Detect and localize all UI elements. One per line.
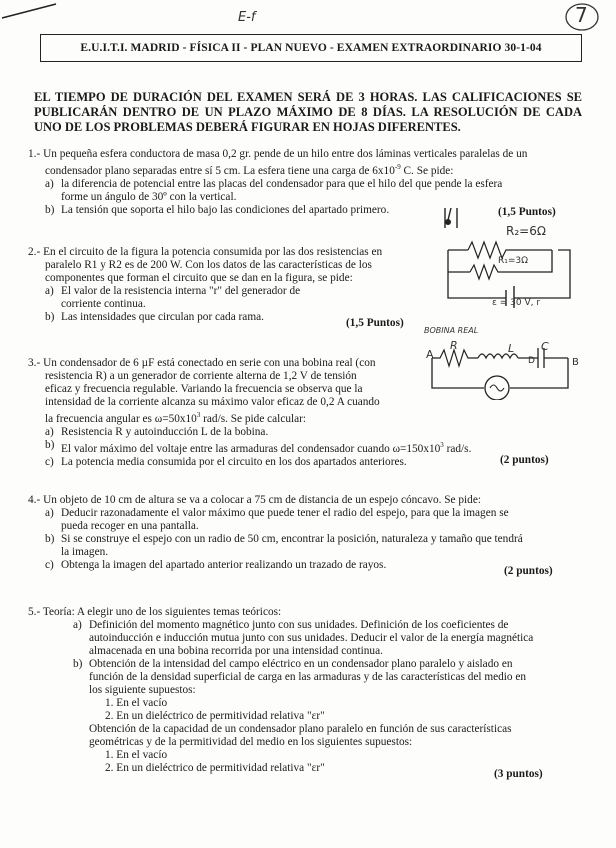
q3-points: (2 puntos): [500, 454, 549, 466]
handwritten-note: E-f: [238, 10, 256, 25]
bobina-label: BOBINA REAL: [424, 326, 479, 335]
q3-b-text: El valor máximo del voltaje entre las armaduras del condensador cuando ω=150x10: [61, 442, 441, 455]
q4-a-line1: Deducir razonadamente el valor máximo que puede tener el radio del espejo, para que la imagen se: [61, 507, 509, 519]
q3-line4: intensidad de la corriente alcanza su máximo valor eficaz de 0,2 A cuando: [45, 396, 380, 408]
q5-number: 5.-: [28, 606, 41, 618]
q3-b-label: b): [45, 438, 55, 451]
q4-c-label: c): [45, 559, 54, 571]
q1-text-line2: condensador plano separadas entre sí 5 cm. La esfera tiene una carga de 6x10: [45, 164, 395, 177]
ac-circuit-diagram: [428, 344, 578, 400]
q3-part-a: [45, 426, 588, 439]
q5-a-line2: autoinducción e inducción mutua junto con sus unidades. Deducir el valor de la energía magnética: [89, 632, 534, 644]
q2-line2: paralelo R1 y R2 es de 200 W. Con los datos de las características de los: [45, 259, 372, 271]
q5-part-a: [73, 619, 588, 658]
q1-a-label: a): [45, 177, 54, 190]
q1-text-line2b: C. Se pide:: [400, 164, 454, 177]
point-a-label: A: [426, 348, 434, 361]
q4-a-line2: pueda recoger en una pantalla.: [61, 520, 199, 532]
q5-a-label: a): [73, 619, 82, 631]
q3-line2: resistencia R) a un generador de corriente alterna de 1,2 V de tensión: [45, 370, 357, 382]
q3-c-label: c): [45, 455, 54, 468]
q2-b-label: b): [45, 311, 55, 323]
q5-b-line1: Obtención de la intensidad del campo eléctrico en un condensador plano paralelo y aislado en: [89, 658, 513, 670]
q5-points: (3 puntos): [494, 768, 543, 780]
r1-label: R₁=3Ω: [498, 256, 529, 266]
q4-b-line2: la imagen.: [61, 546, 109, 558]
q1-part-a: [45, 178, 588, 204]
q5-b-label: b): [73, 658, 83, 670]
q2-a-line2: corriente continua.: [61, 298, 146, 310]
q5-c-line2: geométricas y de la permitividad del medio en los siguientes supuestos:: [89, 736, 413, 748]
question-2: [28, 246, 428, 329]
q5-c-line1: Obtención de la capacidad de un condensador plano paralelo en función de sus características: [89, 723, 512, 735]
q4-b-label: b): [45, 533, 55, 545]
q2-points: (1,5 Puntos): [346, 317, 404, 329]
point-b-label: B: [572, 357, 579, 368]
q1-points: (1,5 Puntos): [498, 206, 556, 218]
q2-a-line1: El valor de la resistencia interna "r" del generador de: [61, 285, 301, 297]
page-number: 7: [575, 3, 588, 27]
q4-points: (2 puntos): [504, 565, 553, 577]
q3-a-label: a): [45, 425, 54, 438]
resistor-r-label: R: [450, 339, 458, 352]
q2-a-label: a): [45, 285, 54, 297]
q3-c-text: La potencia media consumida por el circuito en los dos apartados anteriores.: [61, 455, 407, 468]
q2-part-a: [45, 285, 428, 311]
q5-case-3: 1. En el vacío: [105, 749, 168, 761]
point-d-label: D: [528, 356, 535, 366]
q4-b-line1: Si se construye el espejo con un radio de 50 cm, encontrar la posición, naturaleza y tamaño que tendrá: [61, 533, 523, 545]
q5-part-b: [73, 658, 588, 775]
q3-line5b: rad/s. Se pide calcular:: [200, 412, 307, 425]
q4-a-label: a): [45, 507, 54, 519]
question-5: [28, 606, 588, 780]
q1-a-line2: forme un ángulo de 30º con la vertical.: [61, 190, 237, 203]
question-1: [28, 148, 588, 217]
q5-case-2: 2. En un dieléctrico de permitividad relativa "εr": [105, 710, 325, 722]
q3-a-text: Resistencia R y autoinducción L de la bobina.: [61, 425, 269, 438]
q1-a-line1: la diferencia de potencial entre las placas del condensador para que el hilo del que pende la esfera: [61, 177, 503, 190]
q1-text-line1: Un pequeña esfera conductora de masa 0,2 gr. pende de un hilo entre dos láminas verticales paralelas de un: [43, 148, 528, 160]
q1-number: 1.-: [28, 148, 41, 160]
q2-b-text: Las intensidades que circulan por cada rama.: [61, 311, 264, 323]
q5-case-1: 1. En el vacío: [105, 697, 168, 709]
q3-b-text2: rad/s.: [443, 442, 472, 455]
q5-b-line2: función de la densidad superficial de carga en las armaduras y de las características del medio en: [89, 671, 527, 683]
q4-line1: Un objeto de 10 cm de altura se va a colocar a 75 cm de distancia de un espejo cóncavo. Se pide:: [43, 494, 481, 506]
q4-part-a: [45, 507, 588, 533]
q4-number: 4.-: [28, 494, 41, 506]
q4-c-text: Obtenga la imagen del apartado anterior realizando un trazado de rayos.: [61, 559, 387, 571]
exam-title: E.U.I.T.I. MADRID - FÍSICA II - PLAN NUEVO - EXAMEN EXTRAORDINARIO 30-1-04: [80, 42, 542, 54]
q1-b-text: La tensión que soporta el hilo bajo las condiciones del apartado primero.: [61, 203, 390, 216]
q5-case-4: 2. En un dieléctrico de permitividad relativa "εr": [105, 762, 325, 774]
capacitor-c-label: C: [541, 340, 549, 353]
q4-part-b: [45, 533, 588, 559]
r2-label: R₂=6Ω: [506, 224, 547, 238]
q5-a-line1: Definición del momento magnético junto con sus unidades. Definición de los coeficientes de: [89, 619, 509, 631]
q3-line5: la frecuencia angular es ω=50x10: [45, 412, 197, 425]
dc-circuit-diagram: [440, 228, 580, 308]
corner-pen-stroke: [0, 0, 60, 24]
q5-b-line3: los siguiente supuestos:: [89, 684, 196, 696]
exam-instructions: EL TIEMPO DE DURACIÓN DEL EXAMEN SERÁ DE 3 HORAS. LAS CALIFICACIONES SE PUBLICARÁN DENTRO DE UN PLAZO MÁXIMO DE 8 DÍAS. LA RESOLUCIÓN DE CADA UNO DE LOS PROBLEMAS DEBERÁ FIGURAR EN HOJAS DIFERENTES.: [34, 90, 582, 134]
q1-b-label: b): [45, 203, 55, 216]
q5-line1: Teoría: A elegir uno de los siguientes temas teóricos:: [42, 606, 282, 618]
q3-number: 3.-: [28, 357, 41, 369]
q2-line1: En el circuito de la figura la potencia consumida por las dos resistencias en: [43, 246, 383, 258]
q5-a-line3: almacenada en una bobina recorrida por una intensidad continua.: [89, 645, 383, 657]
q3-line3: eficaz y frecuencia regulable. Variando la frecuencia se observa que la: [45, 383, 363, 395]
q2-line3: componentes que forman el circuito que se dan en la figura, se pide:: [45, 272, 353, 284]
generator-label: ε = 30 V, r: [492, 298, 541, 308]
inductor-l-label: L: [508, 342, 515, 355]
q2-number: 2.-: [28, 246, 41, 258]
exam-header: [40, 34, 582, 62]
q3-line1: Un condensador de 6 µF está conectado en serie con una bobina real (con: [43, 357, 376, 369]
q3-line5-exp: 3: [196, 411, 201, 419]
q3-b-exp: 3: [440, 440, 444, 449]
question-4: [28, 494, 588, 577]
q1-exponent: -9: [394, 163, 401, 171]
